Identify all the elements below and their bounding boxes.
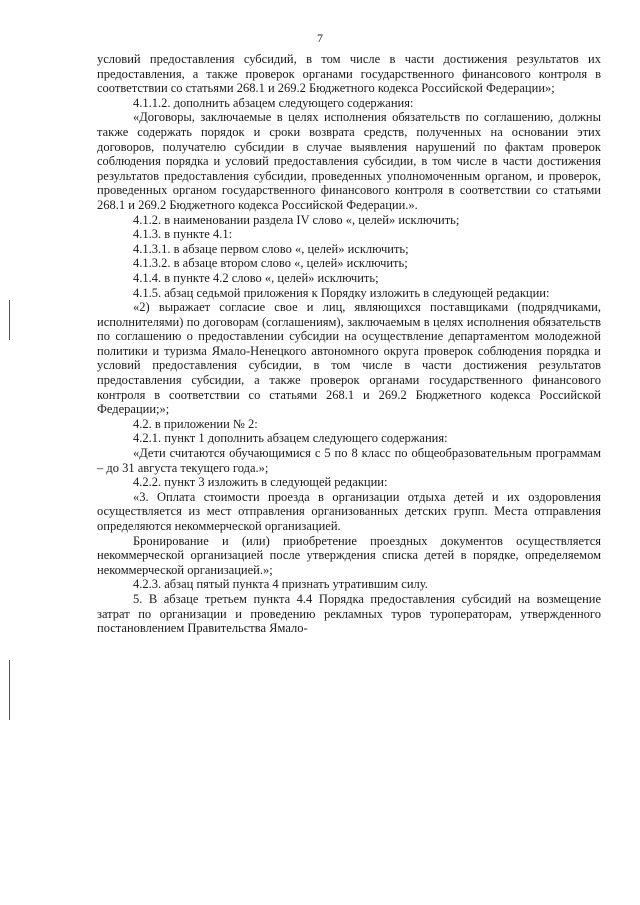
paragraph: 4.1.1.2. дополнить абзацем следующего содержания: bbox=[133, 95, 414, 110]
paragraph: Бронирование и (или) приобретение проездных документов осуществляется некоммерческой организацией после утверждения списка детей в порядке, определяемом некоммерческой организацией.»; bbox=[97, 533, 601, 577]
paragraph: «3. Оплата стоимости проезда в организации отдыха детей и их оздоровления осуществляется из мест отправления организованных детских групп. Места отправления определяются некоммерческой организацией. bbox=[97, 489, 601, 533]
paragraph: 4.1.4. в пункте 4.2 слово «, целей» исключить; bbox=[133, 270, 379, 285]
paragraph: 4.1.5. абзац седьмой приложения к Порядку изложить в следующей редакции: bbox=[133, 285, 550, 300]
paragraph: «Договоры, заключаемые в целях исполнения обязательств по соглашению, должны также содержать порядок и сроки возврата средств, полученных на основании этих договоров, получателю субсидии в случае выявления нарушений по фактам проверок соблюдения порядка и условий предоставления субсидии, в том числе в части достижения результатов предоставления субсидии, проведенных уполномоченным органом, и проверок, проведенных органом государственного финансового контроля в соответствии со статьями 268.1 и 269.2 Бюджетного кодекса Российской Федерации.». bbox=[97, 110, 601, 212]
paragraph: 4.1.3.1. в абзаце первом слово «, целей» исключить; bbox=[133, 241, 409, 256]
paragraph: 4.2. в приложении № 2: bbox=[133, 416, 258, 431]
paragraph: 5. В абзаце третьем пункта 4.4 Порядка предоставления субсидий на возмещение затрат по организации и проведению рекламных туров туроператорам, утвержденного постановлением Правительства Ямало- bbox=[97, 591, 601, 636]
paragraph: 4.1.2. в наименовании раздела IV слово «, целей» исключить; bbox=[133, 212, 460, 227]
paragraph: 4.1.3. в пункте 4.1: bbox=[133, 227, 233, 242]
page-number: 7 bbox=[317, 31, 323, 45]
paragraph: 4.2.3. абзац пятый пункта 4 признать утратившим силу. bbox=[133, 577, 428, 592]
paragraph: условий предоставления субсидий, в том числе в части достижения результатов их предоставления, а также проверок органами государственного финансового контроля в соответствии со статьями 268.1 и 269.2 Бюджетного кодекса Российской Федерации»; bbox=[97, 52, 601, 96]
paragraph: 4.2.1. пункт 1 дополнить абзацем следующего содержания: bbox=[133, 431, 448, 446]
paragraph: «Дети считаются обучающимися с 5 по 8 класс по общеобразовательным программам – до 31 августа текущего года.»; bbox=[97, 446, 601, 475]
paragraph: «2) выражает согласие свое и лиц, являющихся поставщиками (подрядчиками, исполнителями) по договорам (соглашениям), заключаемым в целях исполнения обязательств по соглашению о предоставлении субсидии на осуществление департаментом молодежной политики и туризма Ямало-Ненецкого автономного округа проверок соблюдения порядка и условий предоставления субсидии, в том числе в части достижения результатов предоставления субсидии, а также проверок органами государственного финансового контроля в соответствии со статьями 268.1 и 269.2 Бюджетного кодекса Российской Федерации;»; bbox=[97, 300, 601, 417]
paragraph: 4.1.3.2. в абзаце втором слово «, целей» исключить; bbox=[133, 256, 408, 271]
paragraph: 4.2.2. пункт 3 изложить в следующей редакции: bbox=[133, 475, 388, 490]
document-body bbox=[97, 52, 601, 636]
scan-margin-mark bbox=[9, 300, 10, 340]
scan-margin-mark bbox=[9, 660, 10, 720]
